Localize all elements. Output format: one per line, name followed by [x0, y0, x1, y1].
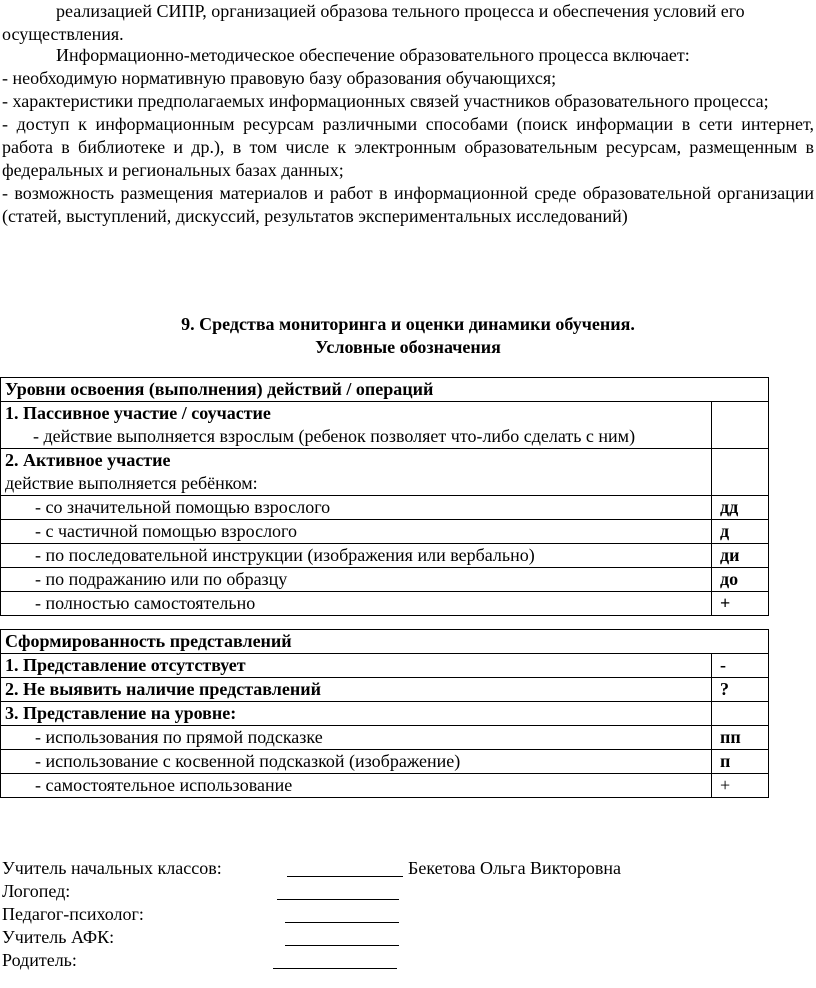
mastery-levels-table: [0, 377, 769, 616]
representation-label: - самостоятельное использование: [1, 774, 712, 798]
level-code: дд: [712, 496, 769, 520]
signature-role: Логопед:: [2, 881, 71, 901]
level-label: - по последовательной инструкции (изображения или вербально): [1, 544, 712, 568]
table-row: [1, 544, 769, 568]
table-row: [1, 774, 769, 798]
representation-code: ?: [712, 678, 769, 702]
code-cell: [712, 449, 769, 496]
mastery-table-header: Уровни освоения (выполнения) действий / операций: [1, 378, 769, 402]
passive-participation-desc: - действие выполняется взрослым (ребенок позволяет что-либо сделать с ним): [33, 426, 636, 446]
passive-participation-cell: [1, 402, 712, 449]
level-code: +: [712, 592, 769, 616]
active-participation-desc: действие выполняется ребёнком:: [5, 473, 258, 493]
representation-table-header: Сформированность представлений: [1, 630, 769, 654]
code-cell: [712, 702, 769, 726]
section-title: 9. Средства мониторинга и оценки динамики обучения.: [181, 314, 635, 334]
level-code: ди: [712, 544, 769, 568]
signature-line: [277, 899, 399, 900]
active-participation-title: 2. Активное участие: [5, 450, 171, 470]
level-label: - с частичной помощью взрослого: [1, 520, 712, 544]
intro-paragraph: реализацией СИПР, организацией образова тельного процесса и обеспечения условий его осуществления.: [2, 1, 745, 44]
representation-label: 1. Представление отсутствует: [1, 654, 712, 678]
representation-code: -: [712, 654, 769, 678]
code-cell: [712, 402, 769, 449]
signature-role: Родитель:: [2, 950, 77, 970]
intro-item-2: - характеристики предполагаемых информационных связей участников образовательного процесса;: [2, 91, 769, 111]
table-row: [1, 402, 769, 449]
table-row: [1, 654, 769, 678]
table-row: [1, 726, 769, 750]
intro-item-1: - необходимую нормативную правовую базу образования обучающихся;: [2, 68, 557, 88]
table-row: [1, 378, 769, 402]
passive-participation-title: 1. Пассивное участие / соучастие: [5, 403, 271, 423]
table-row: [1, 520, 769, 544]
table-row: [1, 678, 769, 702]
level-label: - со значительной помощью взрослого: [1, 496, 712, 520]
representation-code: +: [712, 774, 769, 798]
signature-line: [287, 876, 403, 877]
representation-label: - использования по прямой подсказке: [1, 726, 712, 750]
level-label: - по подражанию или по образцу: [1, 568, 712, 592]
signature-name: Бекетова Ольга Викторовна: [408, 858, 621, 878]
table-row: [1, 568, 769, 592]
signature-role: Учитель начальных классов:: [2, 858, 222, 878]
representation-label: 2. Не выявить наличие представлений: [1, 678, 712, 702]
representation-level-title: 3. Представление на уровне:: [1, 702, 712, 726]
representation-code: пп: [712, 726, 769, 750]
level-code: до: [712, 568, 769, 592]
table-row: [1, 449, 769, 496]
table-row: [1, 496, 769, 520]
representation-code: п: [712, 750, 769, 774]
level-label: - полностью самостоятельно: [1, 592, 712, 616]
signature-role: Педагог-психолог:: [2, 904, 144, 924]
table-row: [1, 630, 769, 654]
active-participation-cell: [1, 449, 712, 496]
intro-item-3: - доступ к информационным ресурсам различными способами (поиск информации в сети интернет, работа в библиотеке и др.), в том числе к электронным образовательным ресурсам, размещенным в федеральных и региональных базах данных;: [2, 114, 814, 180]
table-row: [1, 592, 769, 616]
representation-table: [0, 629, 769, 798]
section-subtitle: Условные обозначения: [315, 337, 501, 357]
signature-line: [285, 945, 399, 946]
table-row: [1, 750, 769, 774]
signature-role: Учитель АФК:: [2, 927, 115, 947]
intro-item-4: - возможность размещения материалов и работ в информационной среде образовательной организации (статей, выступлений, дискуссий, результатов экспериментальных исследований): [2, 183, 814, 226]
signature-line: [273, 968, 397, 969]
representation-label: - использование с косвенной подсказкой (изображение): [1, 750, 712, 774]
signature-line: [285, 922, 399, 923]
intro-lead: Информационно-методическое обеспечение образовательного процесса включает:: [56, 45, 690, 65]
table-row: [1, 702, 769, 726]
level-code: д: [712, 520, 769, 544]
